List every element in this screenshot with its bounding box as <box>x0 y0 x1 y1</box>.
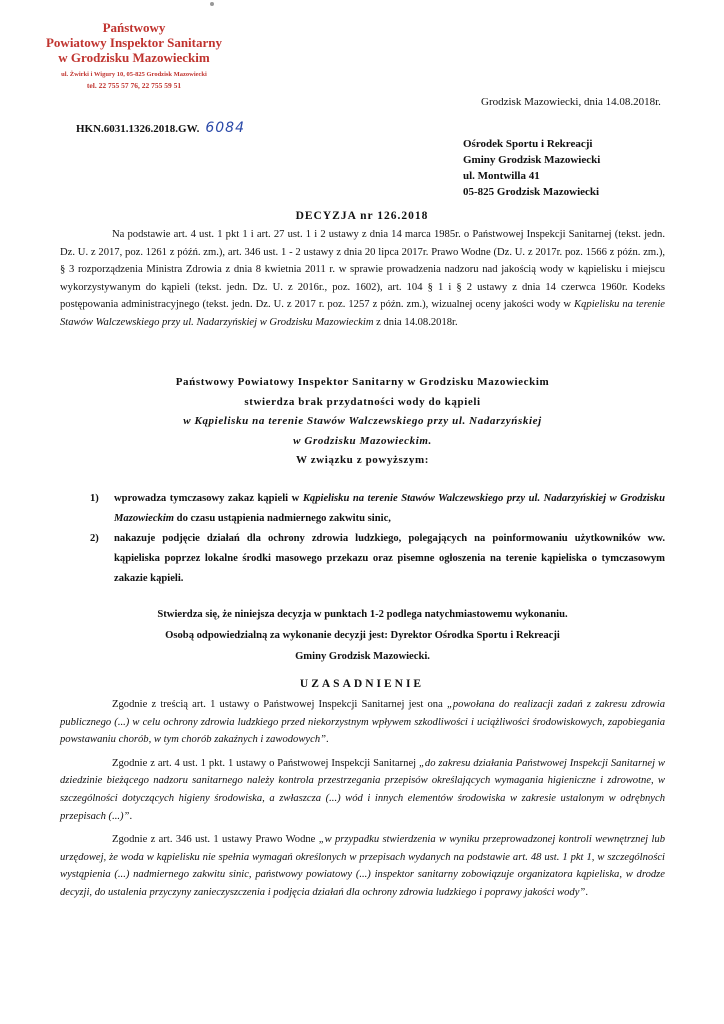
handwritten-number: 6084 <box>205 120 245 136</box>
legal-basis-location: Kąpielisku na terenie Stawów Walczewskiego przy ul. Nadarzyńskiej w Grodzisku Mazowieckim <box>60 299 665 328</box>
reference-number <box>76 120 245 136</box>
legal-basis <box>60 226 665 332</box>
decision-title: DECYZJA nr 126.2018 <box>295 210 429 222</box>
justification-paragraph <box>60 755 665 825</box>
finding-line-2: stwierdza brak przydatności wody do kąpieli <box>244 395 481 408</box>
addressee-line-1: Ośrodek Sportu i Rekreacji <box>463 138 593 150</box>
justification-body <box>60 696 665 902</box>
order-number: 2) <box>90 533 99 544</box>
legal-basis-text: Na podstawie art. 4 ust. 1 pkt 1 i art. 27 ust. 1 i 2 ustawy z dnia 14 marca 1985r. o Państwowej Inspekcji Sanitarnej (tekst. jedn. Dz. U. z 2017, poz. 1261 z późń. zm.), art. 346 ust. 1 - 2 ustawy z dnia 20 lipca 2017r. Prawo Wodne (Dz. U. z 2017r. poz. 1566 z późn. zm.), § 3 rozporządzenia Ministra Zdrowia z dnia 8 kwietnia 2011 r. w sprawie prowadzenia nadzoru nad jakością wody w kąpielisku i miejscu wykorzystywanym do kąpieli (tekst. jedn. Dz. U. z 2016r., poz. 1602), art. 104 § 1 i § 2 ustawy z dnia 14 czerwca 1960r. Kodeks postępowania administracyjnego (tekst. jedn. Dz. U. z 2017 r. poz. 1257 z późn. zm.), wizualnej oceny jakości wody w <box>60 229 665 311</box>
scan-dot <box>210 2 214 6</box>
enforcement-line-3: Gminy Grodzisk Mazowiecki. <box>295 651 430 662</box>
list-item <box>60 529 665 589</box>
justification-text: Zgodnie z art. 346 ust. 1 ustawy Prawo Wodne <box>112 834 319 846</box>
stamp-line-3: w Grodzisku Mazowieckim <box>58 50 210 65</box>
justification-quote: „powołana do realizacji zadań z zakresu zdrowia publicznego (...) w celu ochrony zdrowia ludzkiego przed niekorzystnym wpływem szkodliwości i uciążliwości środowiskowych, zapobiegania powstawaniu chorób, w tym chorób zakaźnych i zawodowych” <box>60 699 665 746</box>
justification-end: . <box>129 810 133 822</box>
enforcement-block <box>60 604 665 667</box>
list-item <box>60 489 665 529</box>
justification-end: . <box>326 734 329 746</box>
stamp-phone: tel. 22 755 57 76, 22 755 59 51 <box>86 81 182 90</box>
legal-basis-date: z dnia 14.08.2018r. <box>373 316 458 328</box>
order-text: nakazuje podjęcie działań dla ochrony zdrowia ludzkiego, polegających na poinformowaniu użytkowników ww. kąpieliska poprzez lokalne środki masowego przekazu oraz pisemne ogłoszenia na terenie kąpieliska o tymczasowym zakazie kąpieli. <box>114 533 665 584</box>
order-text: wprowadza tymczasowy zakaz kąpieli w <box>114 493 303 504</box>
stamp-address: ul. Żwirki i Wigury 10, 05-825 Grodzisk Mazowiecki <box>61 71 207 78</box>
justification-quote: „w przypadku stwierdzenia w wyniku przeprowadzonej kontroli wewnętrznej lub urzędowej, że woda w kąpielisku nie spełnia wymagań określonych w przepisach wydanych na podstawie art. 48 ust. 1 pkt 1, w szczególności wystąpienia (...) nadmiernego zakwitu sinic, państwowy powiatowy (...) inspektor sanitarny zobowiązuje organizatora kąpieliska, w drodze decyzji, do ustalenia przyczyny zanieczyszczenia i podjęcia działań dla ochrony zdrowia ludzkiego i poprawy jakości wody” <box>60 834 665 898</box>
order-location: Kąpielisku na terenie Stawów Walczewskiego przy ul. Nadarzyńskiej w Grodzisku Mazowieckim <box>114 493 665 524</box>
addressee-block <box>463 136 600 200</box>
finding-line-1: Państwowy Powiatowy Inspektor Sanitarny w Grodzisku Mazowieckim <box>175 376 550 388</box>
addressee-line-2: Gminy Grodzisk Mazowiecki <box>463 154 601 166</box>
reference-code: HKN.6031.1326.2018.GW. <box>76 123 200 135</box>
justification-end: . <box>585 886 588 898</box>
place-and-date: Grodzisk Mazowiecki, dnia 14.08.2018r. <box>481 96 661 108</box>
stamp-line-1: Państwowy <box>102 20 166 35</box>
justification-paragraph <box>60 831 665 901</box>
stamp-line-2: Powiatowy Inspektor Sanitarny <box>45 35 222 50</box>
addressee-line-4: 05-825 Grodzisk Mazowiecki <box>463 186 600 198</box>
finding-line-4: w Grodzisku Mazowieckim. <box>293 434 432 447</box>
justification-title: UZASADNIENIE <box>299 678 425 690</box>
addressee-line-3: ul. Montwilla 41 <box>463 170 540 182</box>
justification-quote: „do zakresu działania Państwowej Inspekcji Sanitarnej w dziedzinie bieżącego nadzoru sanitarnego należy kontrola przestrzegania przepisów określających wymagania higieniczne i zdrowotne, w szczególności dotyczących higieny środowiska, a zwłaszcza (...) wód i innych elementów środowiska w zakresie ustalonym w odrębnych przepisach (...)” <box>60 757 666 822</box>
orders-list <box>60 489 665 589</box>
enforcement-line-2: Osobą odpowiedzialną za wykonanie decyzji jest: Dyrektor Ośrodka Sportu i Rekreacji <box>165 630 560 641</box>
issuer-stamp <box>24 20 244 92</box>
order-number: 1) <box>90 493 99 504</box>
enforcement-line-1: Stwierdza się, że niniejsza decyzja w punktach 1-2 podlega natychmiastowemu wykonaniu. <box>157 609 568 620</box>
finding-block <box>60 373 665 471</box>
finding-line-5: W związku z powyższym: <box>295 454 430 466</box>
justification-paragraph <box>60 696 665 749</box>
order-text-end: do czasu ustąpienia nadmiernego zakwitu sinic, <box>174 513 391 524</box>
finding-line-3: w Kąpielisku na terenie Stawów Walczewskiego przy ul. Nadarzyńskiej <box>183 415 542 427</box>
justification-text: Zgodnie z treścią art. 1 ustawy o Państwowej Inspekcji Sanitarnej jest ona <box>112 699 447 710</box>
justification-text: Zgodnie z art. 4 ust. 1 pkt. 1 ustawy o Państwowej Inspekcji Sanitarnej <box>112 757 420 769</box>
